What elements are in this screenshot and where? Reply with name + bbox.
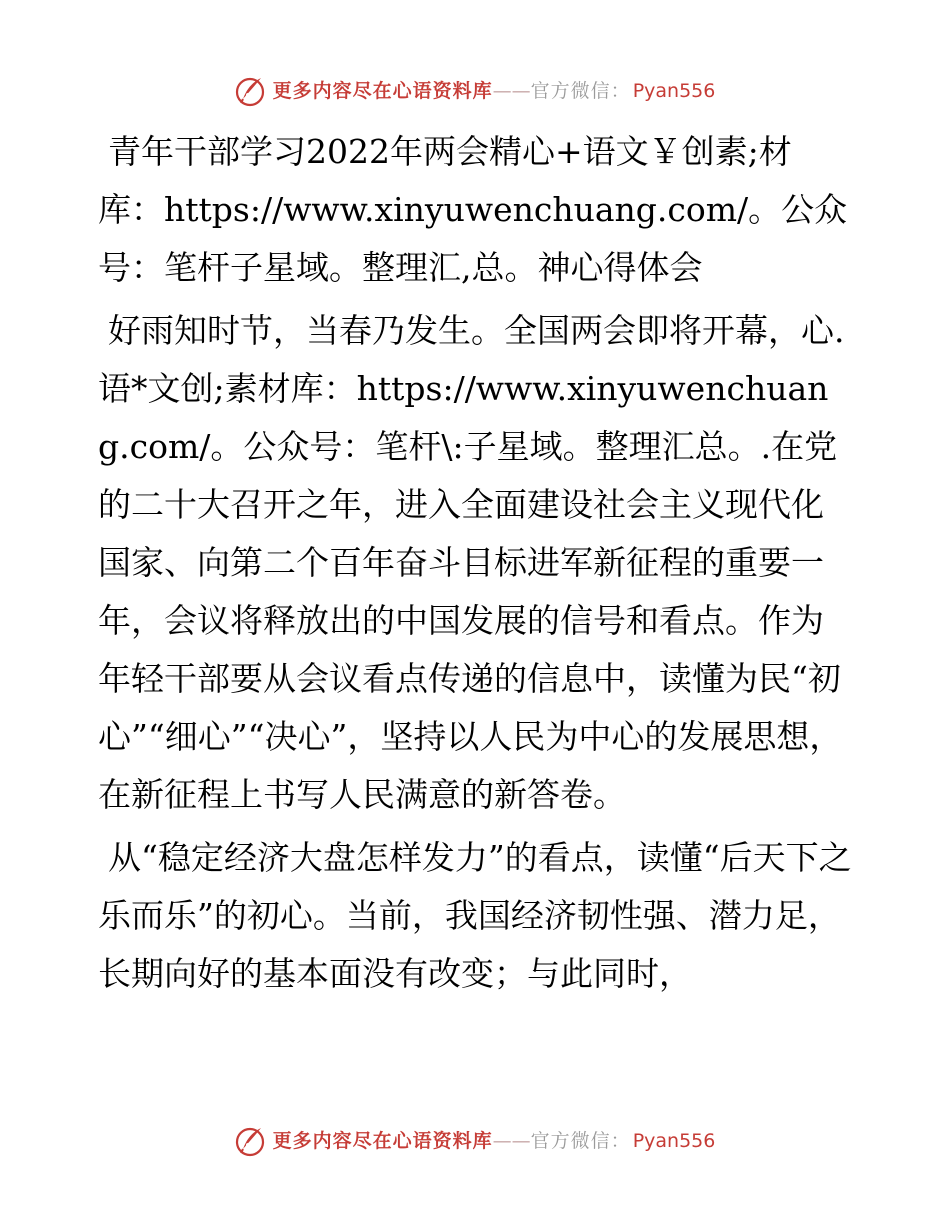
paragraph-3: 从“稳定经济大盘怎样发力”的看点，读懂“后天下之乐而乐”的初心。当前，我国经济韧性强、潜力足，长期向好的基本面没有改变；与此同时， (98, 838, 852, 993)
banner-account-id: Pyan556 (632, 80, 716, 102)
banner-separator: —— (492, 80, 531, 102)
footer-banner (0, 1121, 950, 1161)
banner-sub-text: 官方微信： (530, 1130, 631, 1152)
quill-logo-icon (235, 1125, 267, 1157)
quill-logo-icon (235, 75, 267, 107)
banner-account-id: Pyan556 (632, 1130, 716, 1152)
paragraph-1: 青年干部学习2022年两会精心+语文￥创素;材库：https://www.xinyuwenchuang.com/。公众号：笔杆子星域。整理汇,总。神心得体会 (98, 132, 848, 287)
banner-sub-text: 官方微信： (530, 80, 631, 102)
banner-main-text: 更多内容尽在心语资料库 (272, 1130, 493, 1152)
document-body (98, 123, 854, 1008)
banner-separator: —— (492, 1130, 531, 1152)
banner-main-text: 更多内容尽在心语资料库 (272, 80, 493, 102)
header-banner (0, 71, 950, 111)
paragraph-2: 好雨知时节，当春乃发生。全国两会即将开幕，心.语*文创;素材库：https://www.xinyuwenchuang.com/。公众号：笔杆\:子星域。整理汇总。.在党的二十大召开之年，进入全面建设社会主义现代化国家、向第二个百年奋斗目标进军新征程的重要一年，会议将释放出的中国发展的信号和看点。作为年轻干部要从会议看点传递的信息中，读懂为民“初心”“细心”“决心”，坚持以人民为中心的发展思想，在新征程上书写人民满意的新答卷。 (98, 311, 845, 814)
